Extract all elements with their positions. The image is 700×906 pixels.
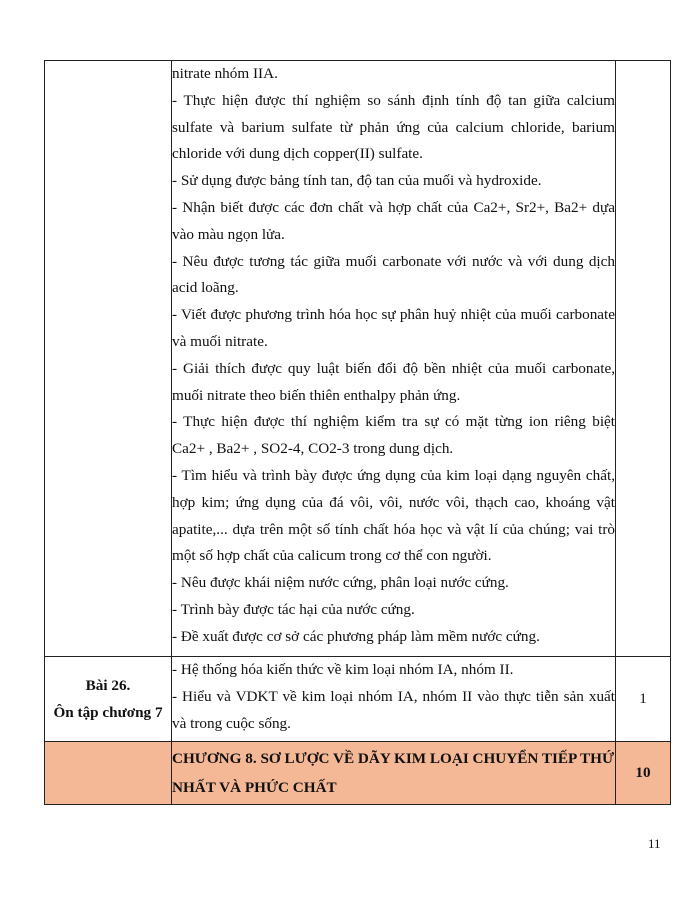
objective-line: - Hiểu và VDKT về kim loại nhóm IA, nhóm II vào thực tiễn sản xuất và trong cuộc sống. (172, 687, 615, 732)
chapter-empty-cell (45, 742, 172, 805)
lesson-cell-empty (45, 61, 172, 657)
periods-cell-empty (616, 61, 671, 657)
objective-line: - Sử dụng được bảng tính tan, độ tan của muối và hydroxide. (172, 172, 542, 190)
table-row (45, 657, 671, 742)
objectives-cell (172, 657, 616, 742)
table-row (45, 61, 671, 657)
page-number: 11 (648, 836, 661, 851)
periods-count: 1 (616, 657, 671, 742)
objective-line: - Nêu được khái niệm nước cứng, phân loại nước cứng. (172, 574, 509, 592)
objective-line: - Trình bày được tác hại của nước cứng. (172, 600, 415, 618)
lesson-name: Ôn tập chương 7 (53, 704, 163, 721)
objective-line: - Nêu được tương tác giữa muối carbonate với nước và với dung dịch acid loãng. (172, 252, 615, 297)
chapter-title: CHƯƠNG 8. SƠ LƯỢC VỀ DÃY KIM LOẠI CHUYỂN TIẾP THỨ NHẤT VÀ PHỨC CHẤT (172, 742, 616, 805)
objective-line: - Viết được phương trình hóa học sự phân huỷ nhiệt của muối carbonate và muối nitrate. (172, 306, 615, 350)
lesson-number: Bài 26. (85, 677, 131, 694)
curriculum-table (44, 60, 671, 805)
objective-line: - Giải thích được quy luật biến đổi độ bền nhiệt của muối carbonate, muối nitrate theo biến thiên enthalpy phản ứng. (172, 359, 615, 404)
objective-line: - Tìm hiểu và trình bày được ứng dụng của kim loại dạng nguyên chất, hợp kim; ứng dụng của đá vôi, vôi, nước vôi, thạch cao, khoáng vật apatite,... dựa trên một số tính chất hóa học và vật lí của chúng; vai trò một số hợp chất của calicum trong cơ thể con người. (172, 466, 615, 565)
objective-line: - Thực hiện được thí nghiệm kiểm tra sự có mặt từng ion riêng biệt Ca2+ , Ba2+ , SO2-4, CO2-3 trong dung dịch. (172, 413, 615, 458)
objective-line: - Đề xuất được cơ sở các phương pháp làm mềm nước cứng. (172, 627, 540, 645)
objectives-cell (172, 61, 616, 657)
objective-line: nitrate nhóm IIA. (172, 65, 278, 82)
lesson-title-cell (45, 657, 172, 742)
chapter-periods: 10 (616, 742, 671, 805)
objective-line: - Thực hiện được thí nghiệm so sánh định tính độ tan giữa calcium sulfate và barium sulfate từ phản ứng của calcium chloride, barium chloride với dung dịch copper(II) sulfate. (172, 91, 615, 163)
objective-line: - Hệ thống hóa kiến thức về kim loại nhóm IA, nhóm II. (172, 661, 514, 678)
chapter-row (45, 742, 671, 805)
objective-line: - Nhận biết được các đơn chất và hợp chất của Ca2+, Sr2+, Ba2+ dựa vào màu ngọn lửa. (172, 198, 615, 243)
